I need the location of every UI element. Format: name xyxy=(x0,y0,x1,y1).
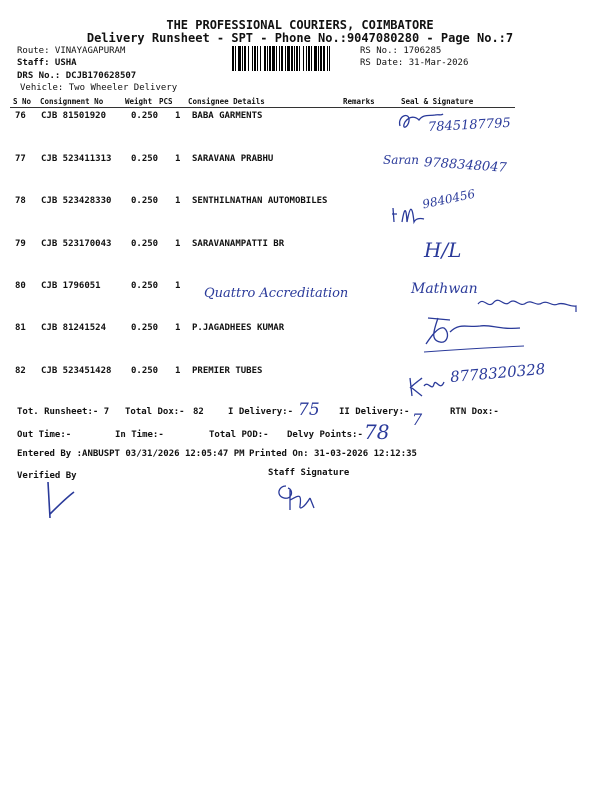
row-77-pcs: 1 xyxy=(175,154,181,164)
signature-81 xyxy=(420,312,530,360)
staff-signature xyxy=(272,482,324,514)
route-label: Route: VINAYAGAPURAM xyxy=(17,46,126,56)
tot-runsheet: Tot. Runsheet:- 7 xyxy=(17,407,110,417)
handwritten-delvy-points: 78 xyxy=(364,420,390,444)
handwritten-phone-78: 9840456 xyxy=(421,186,477,212)
row-82-consignee: PREMIER TUBES xyxy=(192,366,263,376)
row-76-sno: 76 xyxy=(15,111,26,121)
delvy-points-label: Delvy Points:- xyxy=(287,430,363,440)
rs-date: RS Date: 31-Mar-2026 xyxy=(360,58,469,68)
verified-signature xyxy=(40,480,80,522)
total-pod-label: Total POD:- xyxy=(209,430,269,440)
row-80-weight: 0.250 xyxy=(131,281,159,291)
company-title: THE PROFESSIONAL COURIERS, COIMBATORE xyxy=(166,18,434,32)
total-dox-label: Total Dox:- xyxy=(125,407,185,417)
col-consignee: Consignee Details xyxy=(188,97,265,106)
row-82-weight: 0.250 xyxy=(131,366,159,376)
row-76-pcs: 1 xyxy=(175,111,181,121)
row-81-consignment: CJB 81241524 xyxy=(41,323,107,333)
verified-by-label: Verified By xyxy=(17,471,77,481)
row-77-weight: 0.250 xyxy=(131,154,159,164)
row-80-consignment: CJB 1796051 xyxy=(41,281,101,291)
col-weight: Weight xyxy=(125,97,153,106)
staff-label: Staff: USHA xyxy=(17,58,77,68)
drs-number: DRS No.: DCJB170628507 xyxy=(17,71,137,81)
row-81-pcs: 1 xyxy=(175,323,181,333)
col-seal: Seal & Signature xyxy=(401,97,474,106)
handwritten-consignee-80: Quattro Accreditation xyxy=(204,286,349,301)
handwritten-phone-77: 9788348047 xyxy=(423,155,508,176)
row-81-sno: 81 xyxy=(15,323,26,333)
vehicle-label: Vehicle: Two Wheeler Delivery xyxy=(20,83,178,93)
row-82-sno: 82 xyxy=(15,366,26,376)
col-remarks: Remarks xyxy=(343,97,375,106)
rtn-dox-label: RTN Dox:- xyxy=(450,407,499,417)
row-78-consignee: SENTHILNATHAN AUTOMOBILES xyxy=(192,196,328,206)
entered-by: Entered By :ANBUSPT 03/31/2026 12:05:47 PM xyxy=(17,449,245,459)
i-delivery-label: I Delivery:- xyxy=(228,407,294,417)
row-76-weight: 0.250 xyxy=(131,111,159,121)
handwritten-name-77: Saran xyxy=(383,153,419,167)
handwritten-phone-76: 7845187795 xyxy=(427,115,512,136)
runsheet-title: Delivery Runsheet - SPT - Phone No.:9047080280 - Page No.:7 xyxy=(86,31,514,45)
row-82-pcs: 1 xyxy=(175,366,181,376)
scribble-80 xyxy=(476,294,580,314)
handwritten-mark-79: H/L xyxy=(424,238,462,262)
handwritten-i-delivery: 75 xyxy=(298,400,320,420)
row-81-consignee: P.JAGADHEES KUMAR xyxy=(192,323,285,333)
row-77-consignee: SARAVANA PRABHU xyxy=(192,154,274,164)
total-dox-value: 82 xyxy=(193,407,204,417)
in-time-label: In Time:- xyxy=(115,430,164,440)
row-80-sno: 80 xyxy=(15,281,26,291)
col-sno: S No xyxy=(13,97,32,106)
row-76-consignment: CJB 81501920 xyxy=(41,111,107,121)
row-78-weight: 0.250 xyxy=(131,196,159,206)
row-79-weight: 0.250 xyxy=(131,239,159,249)
handwritten-ii-delivery: 7 xyxy=(412,410,423,429)
ii-delivery-label: II Delivery:- xyxy=(339,407,410,417)
signature-82 xyxy=(406,372,446,400)
handwritten-name-80: Mathwan xyxy=(411,281,478,297)
row-77-consignment: CJB 523411313 xyxy=(41,154,112,164)
row-79-pcs: 1 xyxy=(175,239,181,249)
row-79-sno: 79 xyxy=(15,239,26,249)
row-76-consignee: BABA GARMENTS xyxy=(192,111,263,121)
barcode xyxy=(232,46,354,71)
rs-number: RS No.: 1706285 xyxy=(360,46,442,56)
row-79-consignee: SARAVANAMPATTI BR xyxy=(192,239,285,249)
handwritten-phone-82: 8778320328 xyxy=(449,359,547,387)
row-78-sno: 78 xyxy=(15,196,26,206)
row-77-sno: 77 xyxy=(15,154,26,164)
out-time-label: Out Time:- xyxy=(17,430,72,440)
col-pcs: PCS xyxy=(159,97,173,106)
col-consignment: Consignment No xyxy=(40,97,104,106)
row-82-consignment: CJB 523451428 xyxy=(41,366,112,376)
row-78-consignment: CJB 523428330 xyxy=(41,196,112,206)
printed-on: Printed On: 31-03-2026 12:12:35 xyxy=(249,449,417,459)
staff-signature-label: Staff Signature xyxy=(268,468,350,478)
row-80-pcs: 1 xyxy=(175,281,181,291)
row-81-weight: 0.250 xyxy=(131,323,159,333)
row-78-pcs: 1 xyxy=(175,196,181,206)
row-79-consignment: CJB 523170043 xyxy=(41,239,112,249)
